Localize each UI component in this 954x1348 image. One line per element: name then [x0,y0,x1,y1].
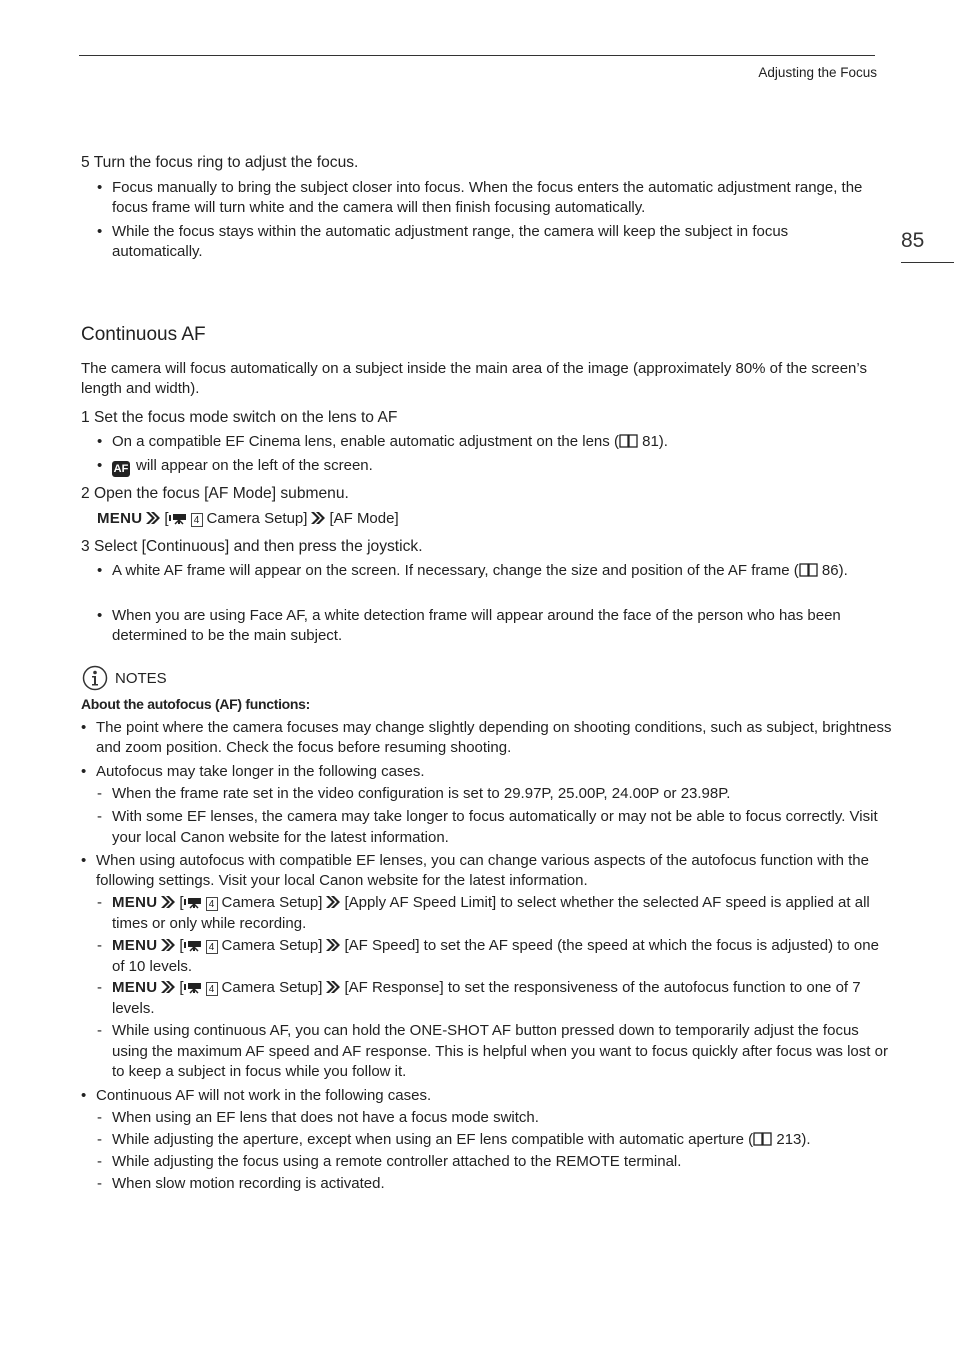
step-5-bullet-2: • While the focus stays within the automatic adjustment range, the camera will keep the subject in focus automatically. [97,222,872,262]
page-ref: 81). [637,433,668,450]
notes-bullet-3: • When using autofocus with compatible EF lenses, you can change various aspects of the autofocus function with the following settings. Visit your local Canon website for the latest information. [81,851,892,891]
book-ref-icon [753,1132,772,1146]
af-speed-text: [AF Speed] to set the AF speed (the speed at which the focus is adjusted) to one of 10 levels. [112,937,879,975]
bracket-open: [ [179,937,184,954]
notes-label: NOTES [115,670,167,687]
notes-bullet-3-dash-4: - While using continuous AF, you can hold the ONE-SHOT AF button pressed down to temporarily adjust the focus using the maximum AF speed and AF response. This is helpful when you want to focus quickly after focus was lost or to keep a subject in focus while you follow it. [97,1021,892,1083]
step-1-title: 1 Set the focus mode switch on the lens to AF [81,409,398,426]
chevron-right-icon [325,895,341,909]
step-1-bullet-2 [97,456,872,477]
step-1-bullet-1-text: On a compatible EF Cinema lens, enable automatic adjustment on the lens ( [112,433,619,450]
tab-number: 4 [191,513,203,527]
af-icon: AF [113,463,129,475]
camera-tab-icon [184,981,202,994]
bracket-open: [ [179,894,184,911]
menu-label: MENU [112,979,158,996]
menu-label: MENU [112,937,158,954]
step-5-bullet-1: • Focus manually to bring the subject closer into focus. When the focus enters the automatic adjustment range, the focus frame will turn white and the camera will then finish focusing automatically. [97,178,872,218]
chevron-right-icon [160,895,176,909]
notes-bullet-3-dash-2 [97,936,892,977]
chevron-right-icon [310,511,326,525]
step-1-bullet-1 [97,432,872,452]
bracket-open: [ [164,510,169,527]
af-response-text: [AF Response] to set the responsiveness of the autofocus function to one of 7 levels. [112,979,861,1017]
menu-path-camera-setup: Camera Setup] [221,979,323,996]
book-ref-icon [619,434,638,448]
notes-bullet-1: • The point where the camera focuses may change slightly depending on shooting conditions, such as subject, brightness and zoom position. Check the focus before resuming shooting. [81,718,892,758]
section-heading: Continuous AF [81,324,206,345]
tab-number: 4 [206,897,218,911]
bracket-open: [ [179,979,184,996]
step-5-title: 5 Turn the focus ring to adjust the focus. [81,154,359,171]
chevron-right-icon [160,938,176,952]
menu-path-af-mode: [AF Mode] [329,510,399,527]
page-number-rule [901,262,954,263]
step-3-bullet-1 [97,561,872,581]
page-ref: 86). [817,562,848,579]
tab-number: 4 [206,940,218,954]
notes-bullet-3-dash-1 [97,893,892,934]
info-icon [82,665,108,691]
notes-bullet-2: • Autofocus may take longer in the following cases. [81,762,892,782]
menu-label: MENU [112,894,158,911]
notes-subheading: About the autofocus (AF) functions: [81,696,311,712]
camera-tab-icon [184,939,202,952]
chevron-right-icon [325,980,341,994]
step-3-title: 3 Select [Continuous] and then press the joystick. [81,538,423,555]
step-2-menu-path [97,509,399,529]
step-2-title: 2 Open the focus [AF Mode] submenu. [81,485,349,502]
notes-bullet-4-dash-1: - When using an EF lens that does not have a focus mode switch. [97,1108,892,1129]
notes-bullet-4: • Continuous AF will not work in the following cases. [81,1086,892,1106]
menu-path-camera-setup: Camera Setup] [221,937,323,954]
menu-label: MENU [97,510,143,527]
tab-number: 4 [206,982,218,996]
camera-tab-icon [169,512,187,525]
notes-bullet-4-dash-3: - While adjusting the focus using a remote controller attached to the REMOTE terminal. [97,1152,892,1173]
chevron-right-icon [160,980,176,994]
chevron-right-icon [145,511,161,525]
af-speed-limit-text: [Apply AF Speed Limit] to select whether the selected AF speed is applied at all times or only while recording. [112,894,870,932]
step-3-bullet-1-text: A white AF frame will appear on the screen. If necessary, change the size and position of the AF frame ( [112,562,799,579]
notes-bullet-2-dash-2: - With some EF lenses, the camera may take longer to focus automatically or may not be able to focus correctly. Visit your local Canon website for the latest information. [97,807,892,848]
running-title: Adjusting the Focus [758,65,877,80]
menu-path-camera-setup: Camera Setup] [206,510,308,527]
notes-bullet-4-dash-2 [97,1130,892,1151]
camera-tab-icon [184,896,202,909]
notes-bullet-3-dash-3 [97,978,892,1019]
book-ref-icon [799,563,818,577]
chevron-right-icon [325,938,341,952]
menu-path-camera-setup: Camera Setup] [221,894,323,911]
page-ref: 213). [772,1131,811,1148]
notes-bullet-4-dash-4: - When slow motion recording is activated. [97,1174,892,1195]
section-intro: The camera will focus automatically on a subject inside the main area of the image (approximately 80% of the screen’s length and width). [81,360,867,397]
page-number: 85 [901,229,925,252]
aperture-text: While adjusting the aperture, except when using an EF lens compatible with automatic aperture ( [112,1131,754,1148]
step-1-bullet-2-text: will appear on the left of the screen. [136,457,373,474]
notes-bullet-2-dash-1: - When the frame rate set in the video configuration is set to 29.97P, 25.00P, 24.00P or 23.98P. [97,784,892,805]
header-rule [79,55,875,56]
step-3-bullet-2: • When you are using Face AF, a white detection frame will appear around the face of the person who has been determined to be the main subject. [97,606,872,646]
